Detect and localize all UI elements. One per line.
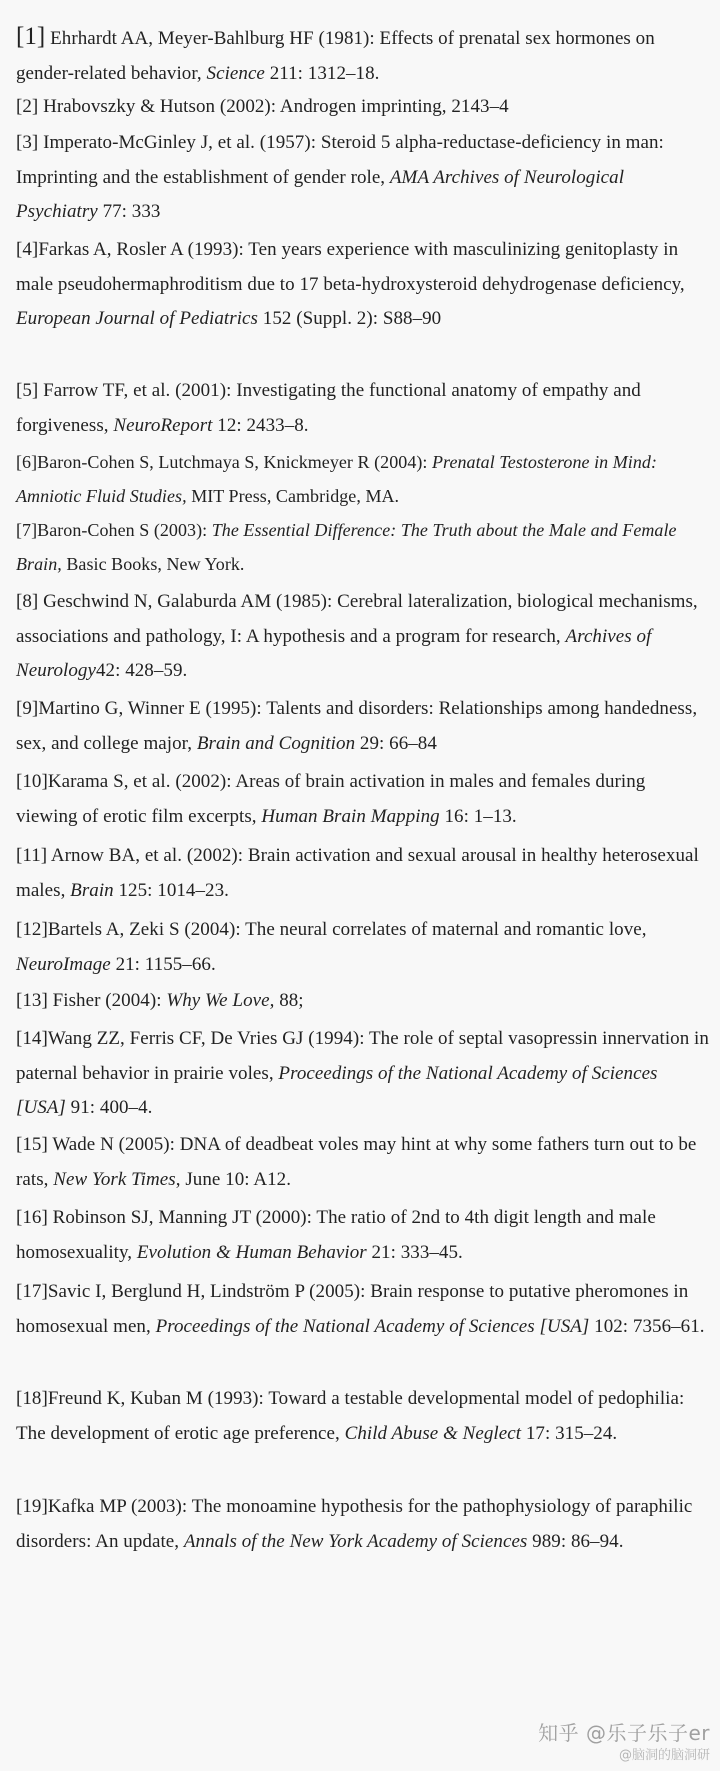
reference-journal: NeuroReport	[113, 414, 213, 436]
reference-journal: Brain	[70, 879, 114, 901]
reference-item	[16, 1382, 710, 1451]
reference-text: Kafka MP (2003): The monoamine hypothesis for the pathophysiology of paraphilic disorders: An update,	[16, 1496, 693, 1552]
reference-journal: Evolution & Human Behavior	[136, 1241, 367, 1263]
reference-text: Geschwind N, Galaburda AM (1985): Cerebral lateralization, biological mechanisms, associations and pathology, I: A hypothesis and a program for research,	[16, 591, 698, 647]
reference-item	[16, 1201, 710, 1270]
reference-journal: Why We Love,	[166, 990, 275, 1011]
reference-number: [18]	[16, 1388, 48, 1409]
reference-journal: New York Times	[53, 1168, 176, 1190]
reference-tail: 16: 1–13.	[439, 805, 517, 827]
reference-number: [12]	[16, 919, 48, 940]
reference-text: Baron-Cohen S (2003):	[37, 520, 212, 540]
reference-text: Baron-Cohen S, Lutchmaya S, Knickmeyer R (2004):	[37, 452, 433, 472]
reference-text: Farrow TF, et al. (2001): Investigating the functional anatomy of empathy and forgiveness,	[16, 380, 641, 436]
reference-tail: 88;	[274, 990, 304, 1011]
reference-tail: 125: 1014–23.	[113, 879, 229, 901]
reference-item	[16, 90, 710, 125]
reference-journal: Archives of Neurology	[16, 625, 652, 681]
reference-journal: Proceedings of the National Academy of Sciences [USA]	[155, 1315, 590, 1337]
reference-tail: 21: 333–45.	[366, 1241, 463, 1263]
reference-journal: Proceedings of the National Academy of Sciences [USA]	[16, 1062, 658, 1118]
reference-number: [14]	[16, 1028, 48, 1049]
watermark-sub: @脑洞的脑洞研	[618, 1748, 710, 1763]
reference-number: [17]	[16, 1281, 48, 1302]
reference-number: [4]	[16, 239, 39, 260]
reference-tail: 989: 86–94.	[527, 1530, 624, 1552]
reference-item	[16, 585, 710, 689]
reference-number: [3]	[16, 132, 39, 153]
reference-text: Farkas A, Rosler A (1993): Ten years experience with masculinizing genitoplasty in male pseudohermaphroditism due to 17 beta-hydroxysteroid dehydrogenase deficiency,	[16, 239, 685, 295]
reference-text: Wang ZZ, Ferris CF, De Vries GJ (1994): The role of septal vasopressin innervation in paternal behavior in prairie voles,	[16, 1028, 709, 1084]
reference-journal: The Essential Difference: The Truth about the Male and Female Brain,	[16, 520, 677, 574]
reference-text: Ehrhardt AA, Meyer-Bahlburg HF (1981): Effects of prenatal sex hormones on gender-related behavior,	[16, 28, 655, 84]
reference-item	[16, 765, 710, 834]
reference-tail: Basic Books, New York.	[61, 554, 245, 574]
reference-text: Freund K, Kuban M (1993): Toward a testable developmental model of pedophilia: The development of erotic age preference,	[16, 1388, 685, 1444]
reference-item	[16, 1490, 710, 1559]
reference-number: [2]	[16, 96, 39, 117]
reference-tail: 91: 400–4.	[65, 1097, 153, 1118]
reference-item	[16, 126, 710, 230]
reference-item	[16, 984, 710, 1019]
reference-item	[16, 913, 710, 982]
watermark	[538, 1717, 710, 1763]
reference-item	[16, 1128, 710, 1197]
reference-item	[16, 374, 710, 443]
reference-text: Imperato-McGinley J, et al. (1957): Steroid 5 alpha-reductase-deficiency in man: Imprinting and the establishment of gender role,	[16, 132, 664, 188]
reference-number: [16]	[16, 1207, 48, 1228]
reference-tail: 211: 1312–18.	[264, 62, 380, 84]
reference-item	[16, 692, 710, 761]
reference-journal: Human Brain Mapping	[261, 805, 440, 827]
reference-text: Fisher (2004):	[47, 990, 167, 1011]
reference-tail: 77: 333	[97, 201, 161, 222]
watermark-main: 知乎 @乐子乐子er	[538, 1721, 710, 1745]
reference-number: [11]	[16, 845, 48, 866]
reference-journal: Brain and Cognition	[196, 732, 356, 754]
reference-number: [8]	[16, 591, 39, 612]
reference-tail: 17: 315–24.	[521, 1422, 618, 1444]
reference-item	[16, 233, 710, 337]
reference-item	[16, 20, 710, 91]
reference-item	[16, 1022, 710, 1126]
reference-tail: 42: 428–59.	[95, 660, 188, 681]
reference-number: [15]	[16, 1134, 48, 1155]
reference-number: [13]	[16, 990, 48, 1011]
reference-number: [7]	[16, 520, 38, 540]
reference-text: Arnow BA, et al. (2002): Brain activation and sexual arousal in healthy heterosexual males,	[16, 845, 699, 901]
reference-number: [5]	[16, 380, 39, 401]
reference-journal: European Journal of Pediatrics	[16, 308, 258, 329]
reference-text: Bartels A, Zeki S (2004): The neural correlates of maternal and romantic love,	[47, 919, 647, 940]
reference-text: Karama S, et al. (2002): Areas of brain activation in males and females during viewing of erotic film excerpts,	[16, 771, 646, 827]
reference-text: Martino G, Winner E (1995): Talents and disorders: Relationships among handedness, sex, and college major,	[16, 698, 698, 754]
reference-tail: , June 10: A12.	[175, 1168, 291, 1190]
reference-number: [9]	[16, 698, 39, 719]
reference-number: [10]	[16, 771, 48, 792]
reference-item	[16, 839, 710, 908]
reference-journal: AMA Archives of Neurological Psychiatry	[16, 166, 625, 222]
reference-tail: 102: 7356–61.	[589, 1315, 705, 1337]
reference-journal: Science	[206, 62, 265, 84]
reference-item	[16, 513, 710, 581]
reference-journal: Prenatal Testosterone in Mind: Amniotic Fluid Studies,	[16, 452, 658, 506]
reference-journal: NeuroImage	[16, 953, 111, 975]
reference-text: Robinson SJ, Manning JT (2000): The ratio of 2nd to 4th digit length and male homosexuality,	[16, 1207, 656, 1263]
reference-text: Wade N (2005): DNA of deadbeat voles may hint at why some fathers turn out to be rats,	[16, 1134, 697, 1190]
reference-tail: 152 (Suppl. 2): S88–90	[257, 308, 442, 329]
reference-item	[16, 445, 710, 513]
reference-tail: 29: 66–84	[355, 732, 437, 754]
reference-tail: 21: 1155–66.	[110, 953, 216, 975]
reference-tail: 12: 2433–8.	[212, 414, 309, 436]
reference-item	[16, 1275, 710, 1344]
reference-journal: Child Abuse & Neglect	[344, 1422, 522, 1444]
reference-number: [19]	[16, 1496, 48, 1517]
reference-number: [6]	[16, 452, 38, 472]
reference-text: Savic I, Berglund H, Lindström P (2005): Brain response to putative pheromones in homosexual men,	[16, 1281, 689, 1337]
reference-number: [1]	[16, 23, 46, 50]
reference-text: Hrabovszky & Hutson (2002): Androgen imprinting, 2143–4	[38, 96, 509, 117]
reference-journal: Annals of the New York Academy of Sciences	[183, 1530, 528, 1552]
reference-tail: MIT Press, Cambridge, MA.	[186, 486, 400, 506]
